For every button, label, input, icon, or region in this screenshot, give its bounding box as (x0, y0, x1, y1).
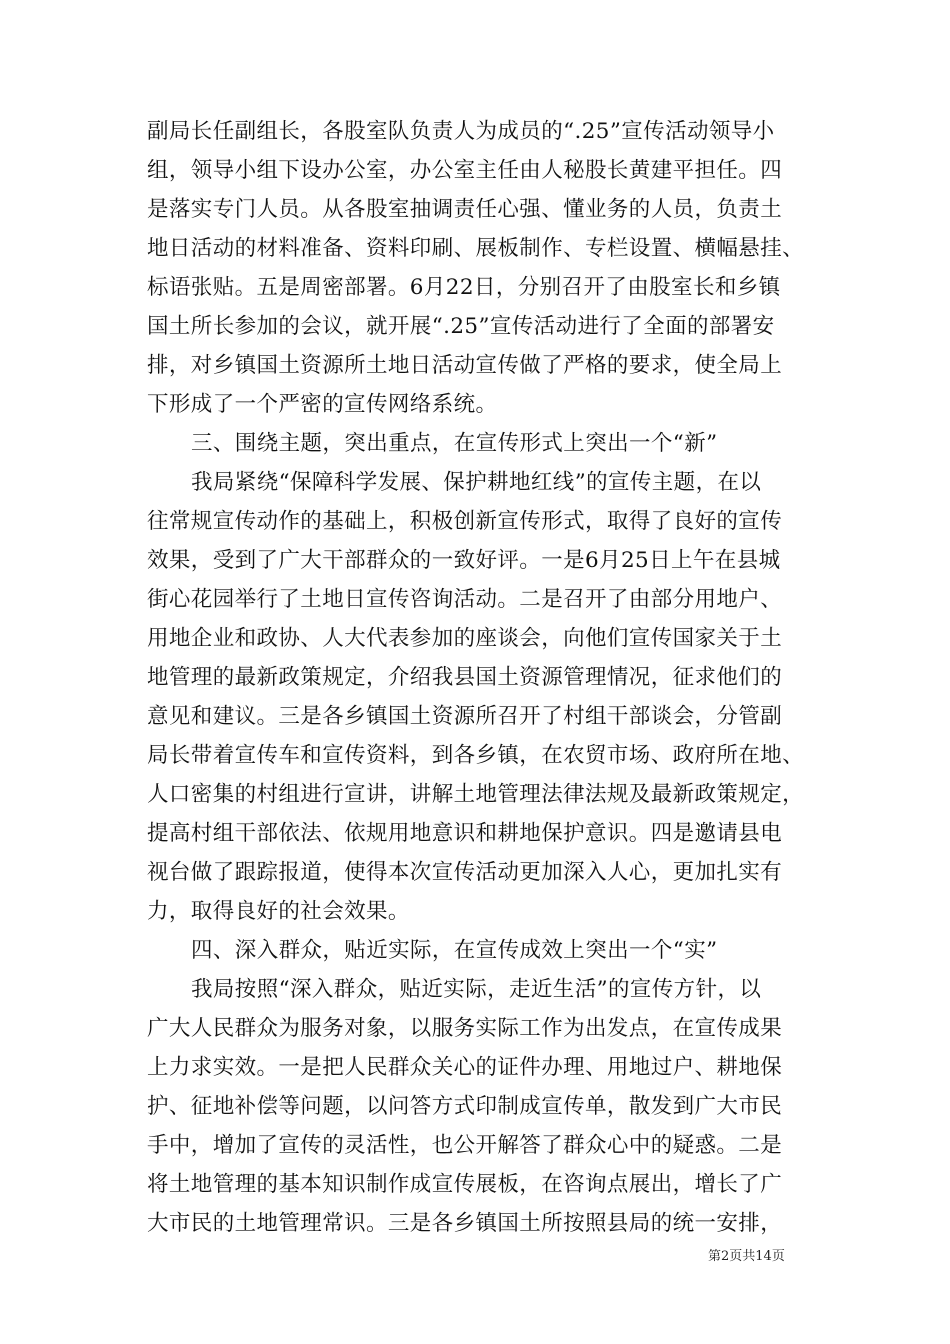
text-line: 护、征地补偿等问题，以问答方式印制成宣传单，散发到广大市民 (147, 1094, 783, 1119)
text-line: 意见和建议。三是各乡镇国土资源所召开了村组干部谈会，分管副 (147, 704, 783, 729)
text-line: 大市民的土地管理常识。三是各乡镇国土所按照县局的统一安排， (147, 1211, 783, 1236)
text-line: 用地企业和政协、人大代表参加的座谈会，向他们宣传国家关于土 (147, 626, 783, 651)
text-line: 地管理的最新政策规定，介绍我县国土资源管理情况，征求他们的 (147, 665, 783, 690)
text-line: 地日活动的材料准备、资料印刷、展板制作、专栏设置、横幅悬挂、 (147, 236, 805, 261)
text-line: 广大人民群众为服务对象，以服务实际工作为出发点，在宣传成果 (147, 1016, 783, 1041)
text-line: 下形成了一个严密的宣传网络系统。 (147, 392, 498, 417)
text-line: 组，领导小组下设办公室，办公室主任由人秘股长黄建平担任。四 (147, 158, 783, 183)
text-line: 上力求实效。一是把人民群众关心的证件办理、用地过户、耕地保 (147, 1055, 783, 1080)
paragraph-first-line: 我局按照“深入群众，贴近实际，走近生活”的宣传方针，以 (191, 977, 762, 1002)
text-line: 标语张贴。五是周密部署。6月22日，分别召开了由股室长和乡镇 (147, 275, 781, 300)
body-text (147, 112, 807, 1243)
text-line: 将土地管理的基本知识制作成宣传展板，在咨询点展出，增长了广 (147, 1172, 783, 1197)
text-line: 视台做了跟踪报道，使得本次宣传活动更加深入人心，更加扎实有 (147, 860, 783, 885)
text-line: 国土所长参加的会议，就开展“.25”宣传活动进行了全面的部署安 (147, 314, 775, 339)
text-line: 手中，增加了宣传的灵活性，也公开解答了群众心中的疑惑。二是 (147, 1133, 783, 1158)
text-line: 力，取得良好的社会效果。 (147, 899, 410, 924)
text-line: 人口密集的村组进行宣讲，讲解土地管理法律法规及最新政策规定， (147, 782, 805, 807)
page-number: 第2页共14页 (708, 1249, 785, 1264)
paragraph-first-line: 我局紧绕“保障科学发展、保护耕地红线”的宣传主题，在以 (191, 470, 762, 495)
text-line: 提高村组干部依法、依规用地意识和耕地保护意识。四是邀请县电 (147, 821, 783, 846)
paragraph-first-line: 四、深入群众，贴近实际，在宣传成效上突出一个“实” (191, 938, 718, 963)
text-line: 效果，受到了广大干部群众的一致好评。一是6月25日上午在县城 (147, 548, 781, 573)
text-line: 是落实专门人员。从各股室抽调责任心强、懂业务的人员，负责土 (147, 197, 783, 222)
text-line: 副局长任副组长，各股室队负责人为成员的“.25”宣传活动领导小 (147, 119, 775, 144)
text-line: 往常规宣传动作的基础上，积极创新宣传形式，取得了良好的宣传 (147, 509, 783, 534)
paragraph-first-line: 三、围绕主题，突出重点，在宣传形式上突出一个“新” (191, 431, 718, 456)
text-line: 排，对乡镇国土资源所土地日活动宣传做了严格的要求，使全局上 (147, 353, 783, 378)
text-line: 街心花园举行了土地日宣传咨询活动。二是召开了由部分用地户、 (147, 587, 783, 612)
text-line: 局长带着宣传车和宣传资料，到各乡镇，在农贸市场、政府所在地、 (147, 743, 805, 768)
